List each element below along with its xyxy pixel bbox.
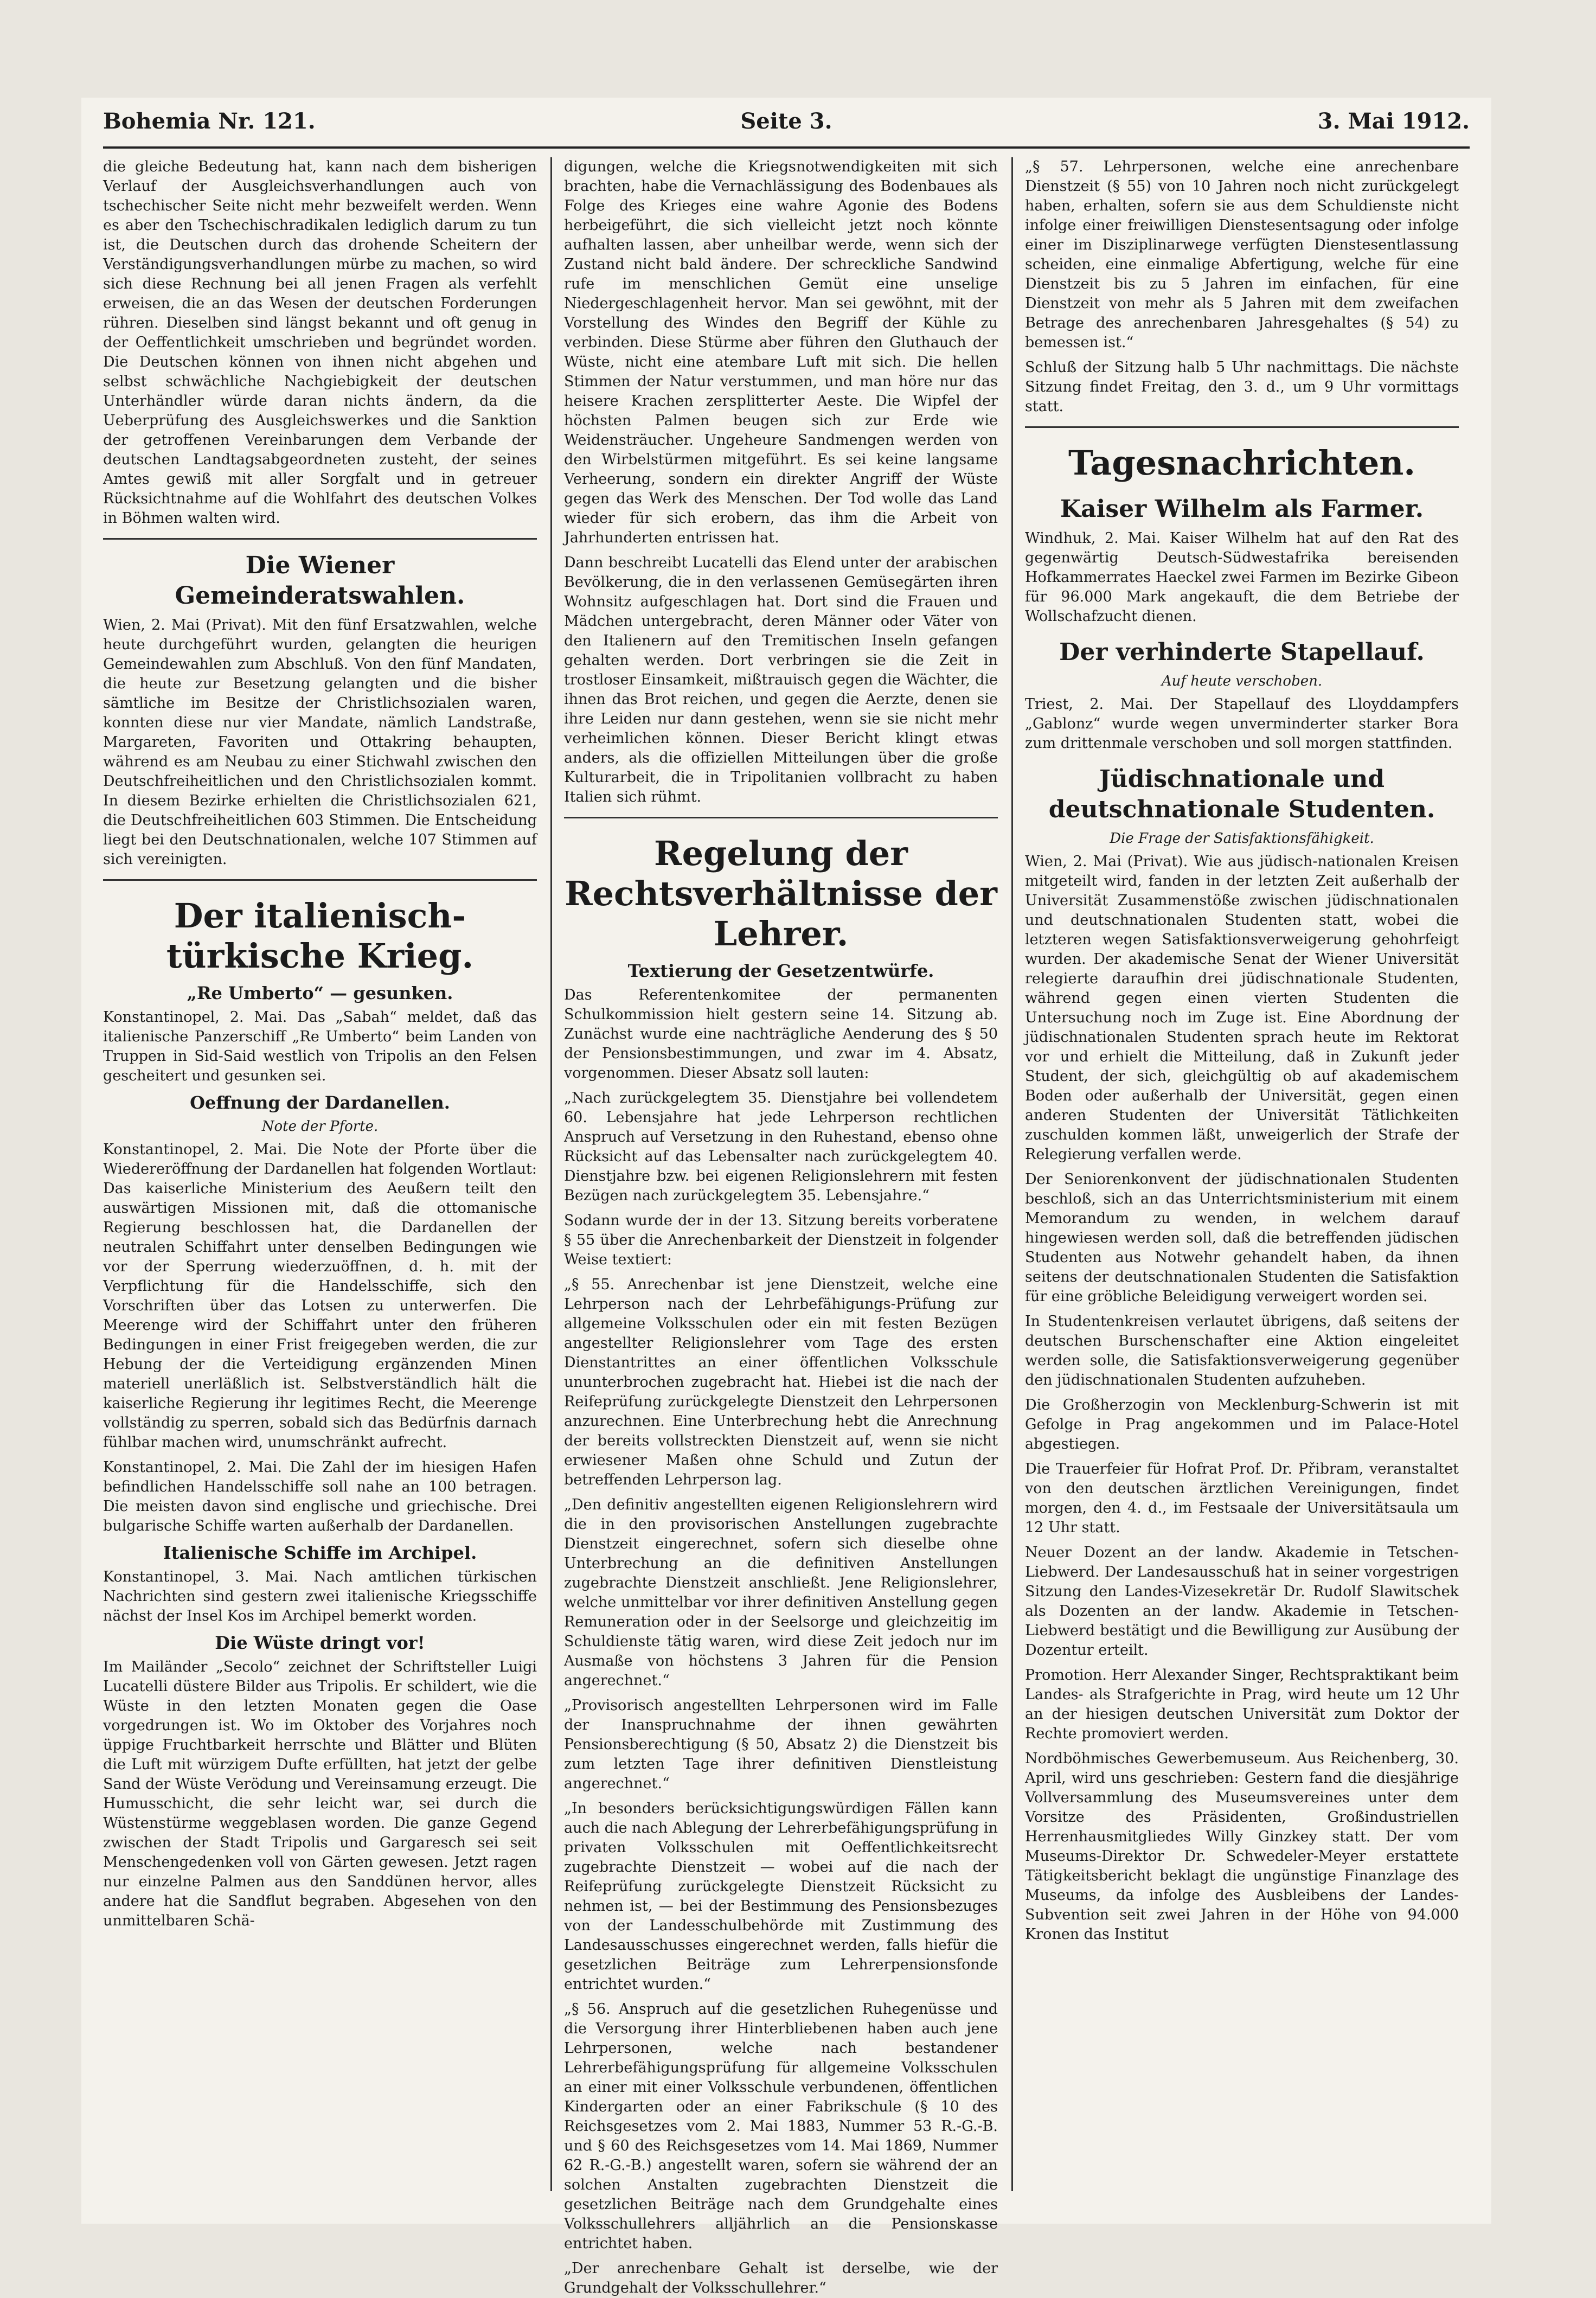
article-text: Im Mailänder „Secolo“ zeichnet der Schriftsteller Luigi Lucatelli düstere Bilder aus Tripolis. Er schildert, wie die Wüste in den letzten Monaten gegen die Oase vorgedrungen ist. Wo im Oktober des Vorjahres noch üppige Fruchtbarkeit herrschte und Blätter und Blüten die Luft mit würzigem Dufte erfüllten, hat jetzt der gelbe Sand der Wüste Verödung und Vereinsamung erzeugt. Die Humusschicht, die sehr leicht war, sei durch die Wüstenstürme weggeblasen worden. Die ganze Gegend zwischen der Stadt Tripolis und Gargaresch sei seit Menschengedenken voll von Gärten gewesen. Jetzt ragen nur einzelne Palmen aus den Sanddünen hervor, alles andere hat die Sandflut begraben. Abgesehen von den unmittelbaren Schä- bbox=[103, 1659, 537, 1929]
article-text: Schluß der Sitzung halb 5 Uhr nachmittags. Die nächste Sitzung findet Freitag, den 3. d., um 9 Uhr vormittags statt. bbox=[1025, 359, 1459, 415]
subheadline-satisfaktion: Die Frage der Satisfaktionsfähigkeit. bbox=[1110, 830, 1374, 847]
subheadline-textierung: Textierung der Gesetzentwürfe. bbox=[627, 961, 934, 981]
article-text: Die Großherzogin von Mecklenburg-Schwerin ist mit Gefolge in Prag angekommen und im Palace-Hotel abgestiegen. bbox=[1025, 1397, 1459, 1452]
article-text: Windhuk, 2. Mai. Kaiser Wilhelm hat auf den Rat des gegenwärtig Deutsch-Südwestafrika bereisenden Hofkammerrates Haeckel zwei Farmen im Bezirke Gibeon für 96.000 Mark angekauft, die dem Betriebe der Wollschafzucht dienen. bbox=[1025, 530, 1459, 625]
column-2 bbox=[564, 157, 998, 2296]
article-quote: „Den definitiv angestellten eigenen Religionslehrern wird die in den provisorischen Anstellungen zugebrachte Dienstzeit eingerechnet, sofern sich dieselbe ohne Unterbrechung an die definitiven Anstellungen zugebrachte Dienstzeit anschließt. Jene Religionslehrer, welche unmittelbar vor ihrer definitiven Anstellung gegen Remuneration oder in der Seelsorge und gleichzeitig im Schuldienste tätig waren, wird diese Zeit jedoch nur im Ausmaße von höchstens 3 Jahren für die Pension angerechnet.“ bbox=[564, 1496, 998, 1689]
article-quote: „§ 56. Anspruch auf die gesetzlichen Ruhegenüsse und die Versorgung ihrer Hinterbliebenen haben auch jene Lehrpersonen, welche nach bestandener Lehrerbefähigungsprüfung für allgemeine Volksschulen an einer mit einer Volksschule verbundenen, öffentlichen Kindergarten oder an einer Fabrikschule (§ 10 des Reichsgesetzes vom 2. Mai 1883, Nummer 53 R.-G.-B. und § 60 des Reichsgesetzes vom 14. Mai 1869, Nummer 62 R.-G.-B.) angestellt waren, sofern sie während der an solchen Anstalten zugebrachten Dienstzeit die gesetzlichen Beiträge nach dem Grundgehalte eines Volksschullehrers alljährlich an die Pensionskasse entrichtet haben. bbox=[564, 2001, 998, 2252]
article-text: Konstantinopel, 2. Mai. Das „Sabah“ meldet, daß das italienische Panzerschiff „Re Umberto“ beim Landen von Truppen in Sid-Said westlich von Tripolis an den Felsen gescheitert und gesunken sei. bbox=[103, 1009, 537, 1084]
column-3 bbox=[1025, 157, 1459, 2191]
section-rule bbox=[1025, 426, 1459, 428]
headline-studenten: Jüdischnationale und deutschnationale Studenten. bbox=[1048, 765, 1435, 823]
header-date: 3. Mai 1912. bbox=[1317, 108, 1470, 134]
header-issue: Bohemia Nr. 121. bbox=[103, 108, 316, 134]
article-text: Konstantinopel, 2. Mai. Die Note der Pforte über die Wiedereröffnung der Dardanellen hat folgenden Wortlaut: Das kaiserliche Ministerium des Aeußern teilt den auswärtigen Missionen mit, daß die ottomanische Regierung beschlossen hat, die Dardanellen der neutralen Schiffahrt unter denselben Bedingungen wie vor der Sperrung wiederzuöffnen, d. h. mit der Verpflichtung für die Handelsschiffe, sich den Vorschriften über das Lotsen zu unterwerfen. Die Meerenge wird der Schiffahrt unter den früheren Bedingungen in einer Frist freigegeben werden, die zur Hebung der die Verteidigung ergänzenden Minen materiell unerläßlich ist. Selbstverständlich hält die kaiserliche Regierung ihr legitimes Recht, die Meerenge vollständig zu sperren, sobald sich das Bedürfnis darnach fühlbar machen wird, unumschränkt aufrecht. bbox=[103, 1141, 537, 1451]
headline-stapellauf: Der verhinderte Stapellauf. bbox=[1059, 638, 1425, 666]
article-text: Wien, 2. Mai (Privat). Wie aus jüdisch-nationalen Kreisen mitgeteilt wird, fanden in der letzten Zeit außerhalb der Universität Zusammenstöße zwischen jüdischnationalen und deutschnationalen Studenten statt, wobei die letzteren wegen Satisfaktionsverweigerung gehohrfeigt wurden. Der akademische Senat der Wiener Universität relegierte daraufhin drei jüdischnationale Studenten, während gegen einen vierten Studenten die Untersuchung noch im Zuge ist. Eine Abordnung der jüdischnationalen Studenten sprach heute im Rektorat vor und erhielt die Mitteilung, daß in Zukunft jeder Student, der sich, gleichgültig ob auf akademischem Boden oder außerhalb der Universität, gegen einen anderen Studenten der Universität Tätlichkeiten zuschulden kommen läßt, unweigerlich der Strafe der Relegierung verfallen werde. bbox=[1025, 853, 1459, 1163]
headline-wiener-gemeinderatswahlen: Die Wiener Gemeinderatswahlen. bbox=[175, 552, 465, 610]
column-1 bbox=[103, 157, 537, 2191]
section-rule bbox=[103, 538, 537, 540]
article-text: Nordböhmisches Gewerbemuseum. Aus Reichenberg, 30. April, wird uns geschrieben: Gestern fand die diesjährige Vollversammlung des Museumsvereines unter dem Vorsitze des Präsidenten, Großindustriellen Herrenhausmitgliedes Willy Ginzkey statt. Der vom Museums-Direktor Dr. Schwedeler-Meyer erstattete Tätigkeitsbericht beklagt die ungünstige Finanzlage des Museums, da infolge des Ausbleibens der Landes-Subvention seit zwei Jahren in der Höhe von 94.000 Kronen das Institut bbox=[1025, 1750, 1459, 1943]
article-text: Sodann wurde der in der 13. Sitzung bereits vorberatene § 55 über die Anrechenbarkeit der Dienstzeit in folgender Weise textiert: bbox=[564, 1212, 998, 1268]
headline-regelung-lehrer: Regelung der Rechtsverhältnisse der Lehrer. bbox=[565, 834, 997, 953]
article-quote: „Der anrechenbare Gehalt ist derselbe, wie der Grundgehalt der Volksschullehrer.“ bbox=[564, 2260, 998, 2296]
article-quote: „§ 55. Anrechenbar ist jene Dienstzeit, welche eine Lehrperson nach der Lehrbefähigungs-Prüfung zur allgemeine Volksschulen oder ein mit festen Bezügen angestellter Religionslehrer vom Tage des ersten Dienstantrittes an einer öffentlichen Volksschule ununterbrochen zugebracht hat. Hiebei ist die nach der Reifeprüfung zurückgelegte Dienstzeit den Lehrpersonen anzurechnen. Eine Unterbrechung hebt die Anrechnung der bereits vollstreckten Dienstzeit auf, wenn sie nicht erwiesener Maßen ohne Schuld und Zutun der betreffenden Lehrperson lag. bbox=[564, 1276, 998, 1488]
article-text: Konstantinopel, 2. Mai. Die Zahl der im hiesigen Hafen befindlichen Handelsschiffe soll nahe an 100 betragen. Die meisten davon sind englische und griechische. Drei bulgarische Schiffe warten außerhalb der Dardanellen. bbox=[103, 1459, 537, 1534]
page-header bbox=[103, 108, 1470, 141]
section-rule bbox=[564, 817, 998, 818]
header-rule bbox=[103, 146, 1470, 149]
newspaper-page bbox=[81, 98, 1491, 2296]
subheadline-archipel: Italienische Schiffe im Archipel. bbox=[163, 1542, 477, 1563]
column-divider bbox=[550, 157, 552, 2191]
article-text: Triest, 2. Mai. Der Stapellauf des Lloyddampfers „Gablonz“ wurde wegen unverminderter starker Bora zum drittenmale verschoben und soll morgen stattfinden. bbox=[1025, 696, 1459, 752]
article-text: In Studentenkreisen verlautet übrigens, daß seitens der deutschen Burschenschafter eine Aktion eingeleitet werden solle, die Satisfaktionsverweigerung gegenüber den jüdischnationalen Studenten aufzuheben. bbox=[1025, 1313, 1459, 1388]
subheadline-dardanellen: Oeffnung der Dardanellen. bbox=[190, 1092, 450, 1113]
article-text: Das Referentenkomitee der permanenten Schulkommission hielt gestern seine 14. Sitzung ab. Zunächst wurde eine nachträgliche Aenderung des § 50 der Pensionsbestimmungen, und zwar im 4. Absatz, vorgenommen. Dieser Absatz soll lauten: bbox=[564, 987, 998, 1081]
article-text: die gleiche Bedeutung hat, kann nach dem bisherigen Verlauf der Ausgleichsverhandlungen auch von tschechischer Seite nicht mehr bezweifelt werden. Wenn es aber den Tschechischradikalen lediglich darum zu tun ist, die Deutschen durch das drohende Scheitern der Verständigungsverhandlungen mürbe zu machen, so wird sich diese Rechnung bei all jenen Fragen als verfehlt erweisen, die an das Wesen der deutschen Forderungen rühren. Dieselben sind längst bekannt und oft genug in der Oeffentlichkeit umschrieben und begründet worden. Die Deutschen können von ihnen nicht abgehen und selbst schwächliche Nachgiebigkeit der deutschen Unterhändler würde daran nichts ändern, da die Ueberprüfung des Ausgleichswerkes und die Sanktion der getroffenen Vereinbarungen dem Verbande der deutschen Landtagsabgeordneten zusteht, der seines Amtes gewiß mit aller Sorgfalt und in getreuer Rücksichtnahme auf die Wohlfahrt des deutschen Volkes in Böhmen walten wird. bbox=[103, 158, 537, 527]
article-text: Der Seniorenkonvent der jüdischnationalen Studenten beschloß, sich an das Unterrichtsministerium mit einem Memorandum zu wenden, in welchem darauf hingewiesen werden soll, daß die betreffenden jüdischen Studenten aus Notwehr gehandelt haben, da ihnen seitens der deutschnationalen Studenten die Satisfaktion für eine gröbliche Beleidigung verweigert worden sei. bbox=[1025, 1171, 1459, 1305]
header-page-number: Seite 3. bbox=[740, 108, 832, 134]
headline-tagesnachrichten: Tagesnachrichten. bbox=[1068, 443, 1415, 483]
article-quote: „In besonders berücksichtigungswürdigen Fällen kann auch die nach Ablegung der Lehrerbefähigungsprüfung in privaten Volksschulen mit Oeffentlichkeitsrecht zugebrachte Dienstzeit — wobei auf die nach der Reifeprüfung zurückgelegte Dienstzeit Rücksicht zu nehmen ist, — bei der Bestimmung des Pensionsbezuges von der Landesschulbehörde mit Zustimmung des Landesausschusses eingerechnet werden, falls hiefür die gesetzlichen Beiträge zum Lehrerpensionsfonde entrichtet wurden.“ bbox=[564, 1800, 998, 1993]
article-text: digungen, welche die Kriegsnotwendigkeiten mit sich brachten, habe die Vernachlässigung des Bodenbaues als Folge des Krieges eine wahre Agonie des Bodens herbeigeführt, die sich vielleicht jetzt noch könnte aufhalten lassen, aber unheilbar werde, wenn sich der Zustand nicht bald ändere. Der schreckliche Sandwind rufe im menschlichen Gemüt eine unselige Niedergeschlagenheit hervor. Man sei gewöhnt, mit der Vorstellung des Windes den Begriff der Kühle zu verbinden. Diese Stürme aber führen den Gluthauch der Wüste, nicht eine atembare Luft mit sich. Die hellen Stimmen der Natur verstummen, und man höre nur das heisere Krachen zersplitterter Aeste. Die Wipfel der höchsten Palmen beugen sich zur Erde wie Weidensträucher. Ungeheure Sandmengen werden von den Wirbelstürmen mitgeführt. Es sei keine langsame Verheerung, sondern ein direkter Angriff der Wüste gegen das Werk des Menschen. Der Tod wolle das Land wieder für sich erobern, das ihm die Arbeit von Jahrhunderten entrissen hat. bbox=[564, 158, 998, 546]
article-text: Promotion. Herr Alexander Singer, Rechtspraktikant beim Landes- als Strafgerichte in Prag, wird heute um 12 Uhr an der hiesigen deutschen Universität zum Doktor der Rechte promoviert werden. bbox=[1025, 1667, 1459, 1742]
article-text: Die Trauerfeier für Hofrat Prof. Dr. Přibram, veranstaltet von den deutschen ärztlichen Vereinigungen, findet morgen, den 4. d., im Festsaale der Universitätsaula um 12 Uhr statt. bbox=[1025, 1461, 1459, 1536]
headline-kaiser-wilhelm: Kaiser Wilhelm als Farmer. bbox=[1060, 495, 1424, 523]
article-quote: „Provisorisch angestellten Lehrpersonen wird im Falle der Inanspruchnahme der ihnen gewährten Pensionsberechtigung (§ 50, Absatz 2) die Dienstzeit bis zum letzten Tage ihrer definitiven Dienstleistung angerechnet.“ bbox=[564, 1697, 998, 1792]
subheadline-wueste: Die Wüste dringt vor! bbox=[215, 1633, 425, 1653]
subheadline-re-umberto: „Re Umberto“ — gesunken. bbox=[187, 983, 453, 1003]
article-quote: „§ 57. Lehrpersonen, welche eine anrechenbare Dienstzeit (§ 55) von 10 Jahren noch nicht zurückgelegt haben, erhalten, sofern sie aus dem Schuldienste nicht infolge einer freiwilligen Dienstesentsagung oder infolge einer im Disziplinarwege verfügten Dienstesentlassung scheiden, eine einmalige Abfertigung, welche für eine Dienstzeit bis zu 5 Jahren im einfachen, für eine Dienstzeit von mehr als 5 Jahren mit dem zweifachen Betrage des anrechenbaren Jahresgehaltes (§ 54) zu bemessen ist.“ bbox=[1025, 158, 1459, 351]
section-rule bbox=[103, 879, 537, 881]
article-quote: „Nach zurückgelegtem 35. Dienstjahre bei vollendetem 60. Lebensjahre hat jede Lehrperson rechtlichen Anspruch auf Versetzung in den Ruhestand, ebenso ohne Rücksicht auf das Lebensalter nach zurückgelegtem 40. Dienstjahre bzw. bei eigenen Religionslehrern mit festen Bezügen nach zurückgelegtem 35. Lebensjahre.“ bbox=[564, 1090, 998, 1204]
article-text: Konstantinopel, 3. Mai. Nach amtlichen türkischen Nachrichten sind gestern zwei italienische Kriegsschiffe nächst der Insel Kos im Archipel bemerkt worden. bbox=[103, 1569, 537, 1624]
article-text: Dann beschreibt Lucatelli das Elend unter der arabischen Bevölkerung, die in den verlassenen Gemüsegärten ihren Wohnsitz aufgeschlagen hat. Dort sind die Frauen und Mädchen untergebracht, deren Männer oder Väter von den Italienern auf den Tremitischen Inseln gefangen gehalten werden. Dort verbringen sie die Zeit in trostloser Einsamkeit, mißtrauisch gegen die Wächter, die ihnen das Brot reichen, und gegen die Aerzte, denen sie ihre Leiden nur dann gestehen, wenn sie sie nicht mehr verheimlichen können. Dieser Bericht klingt etwas anders, als die offiziellen Mitteilungen über die große Kulturarbeit, die in Tripolitanien vollbracht zu haben Italien sich rühmt. bbox=[564, 554, 998, 805]
article-text: Neuer Dozent an der landw. Akademie in Tetschen-Liebwerd. Der Landesausschuß hat in seiner vorgestrigen Sitzung den Landes-Vizesekretär Dr. Rudolf Slawitschek als Dozenten an der landw. Akademie in Tetschen-Liebwerd bestätigt und die Bewilligung zur Ausübung der Dozentur erteilt. bbox=[1025, 1544, 1459, 1659]
column-divider bbox=[1011, 157, 1013, 2191]
article-text: Wien, 2. Mai (Privat). Mit den fünf Ersatzwahlen, welche heute durchgeführt wurden, gelangten die heurigen Gemeindewahlen zum Abschluß. Von den fünf Mandaten, die heute zur Besetzung gelangten und die bisher sämtliche im Besitze der Christlichsozialen waren, konnten diese nur vier Mandate, nämlich Landstraße, Margareten, Favoriten und Ottakring behaupten, während es am Neubau zu einer Stichwahl zwischen den Deutschfreiheitlichen und den Christlichsozialen kommt. In diesem Bezirke erhielten die Christlichsozialen 621, die Deutschfreiheitlichen 603 Stimmen. Die Entscheidung liegt bei den Deutschnationalen, welche 107 Stimmen auf sich vereinigten. bbox=[103, 617, 537, 868]
subheadline-stapellauf: Auf heute verschoben. bbox=[1161, 673, 1323, 689]
headline-italienisch-tuerkische-krieg: Der italienisch-türkische Krieg. bbox=[166, 896, 474, 976]
subheadline-note: Note der Pforte. bbox=[261, 1118, 379, 1135]
